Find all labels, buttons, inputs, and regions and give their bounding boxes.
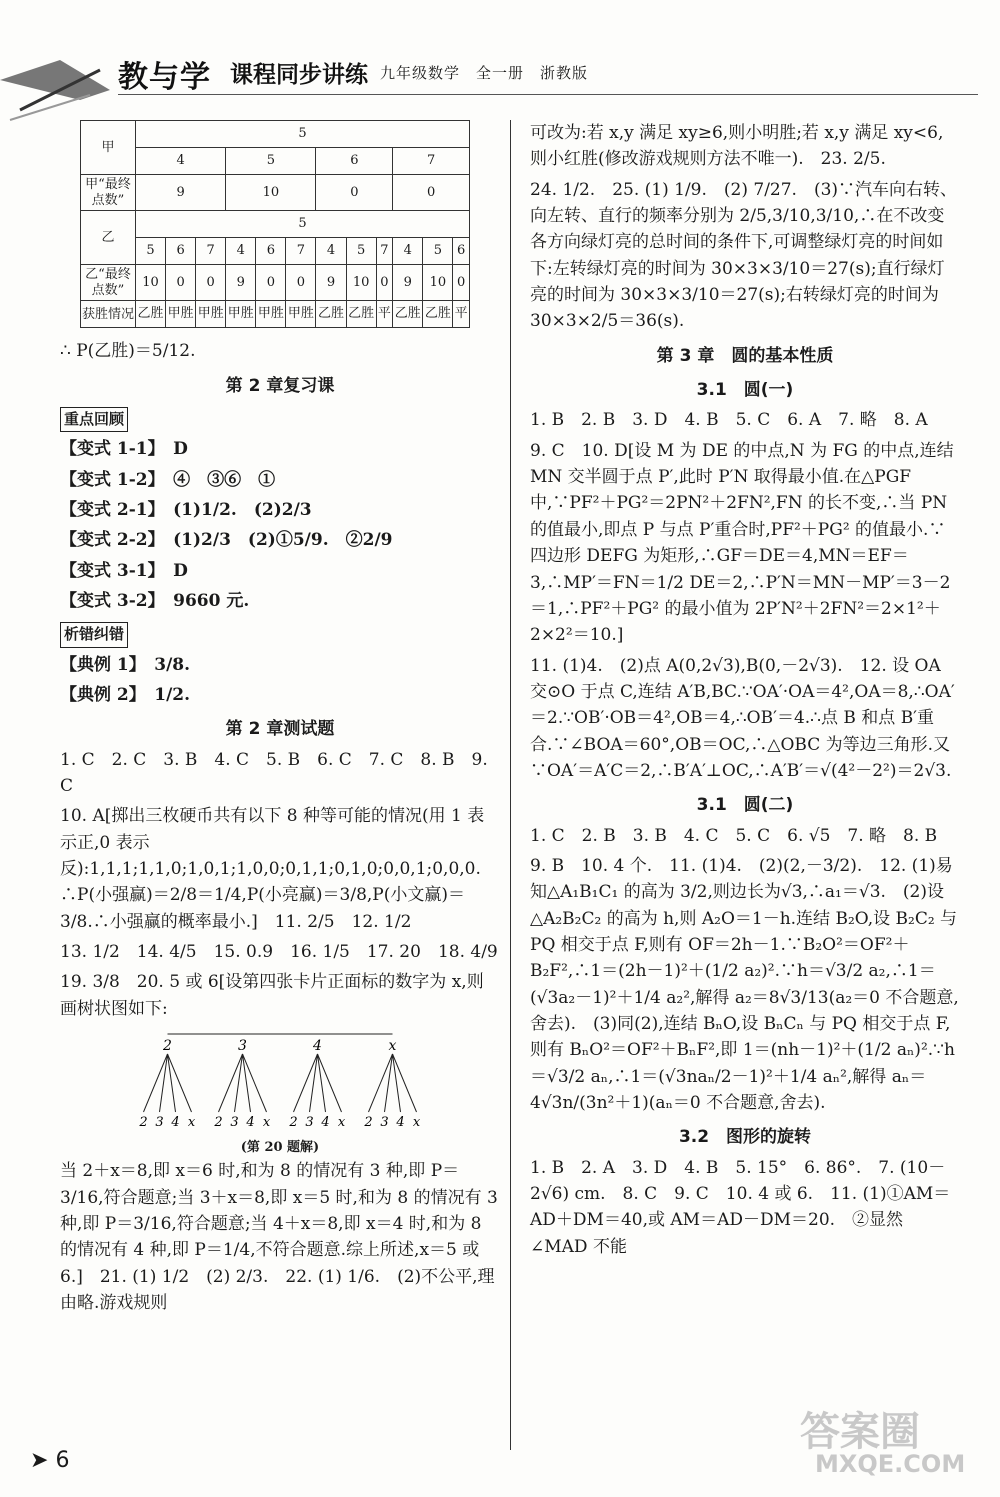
table-cell: 甲胜: [166, 301, 196, 328]
table-cell: 10: [226, 175, 316, 211]
table-cell: 甲胜: [256, 301, 286, 328]
tree-leaf: x: [262, 1115, 271, 1131]
column-divider: [510, 120, 511, 1450]
table-cell: 甲胜: [196, 301, 226, 328]
table-cell: 平: [376, 301, 393, 328]
table-cell: 0: [166, 265, 196, 301]
table-cell: 5: [136, 238, 166, 265]
table-cell: 4: [136, 148, 226, 175]
table-cell: 6: [316, 148, 393, 175]
table-cell: 4: [393, 238, 423, 265]
table-cell: 6: [256, 238, 286, 265]
table-cell: 9: [226, 265, 256, 301]
tree-leaf: x: [337, 1115, 346, 1131]
tree-leaf: 3: [230, 1115, 239, 1131]
table-cell: 10: [423, 265, 453, 301]
table-cell: 乙胜: [393, 301, 423, 328]
chapter-3-title: 第 3 章 圆的基本性质: [656, 345, 834, 366]
table-cell: 9: [136, 175, 226, 211]
book-meta: 九年级数学 全一册 浙教版: [380, 64, 589, 82]
section-3-1-b: 3.1 圆(二): [696, 795, 794, 816]
jia-label: 甲: [81, 121, 136, 175]
jia-value: 5: [136, 121, 470, 148]
yi-value: 5: [136, 211, 470, 238]
table-cell: 0: [376, 265, 393, 301]
variant-1-1: 【变式 1-1】 D: [60, 439, 188, 460]
yi-cols-row: [81, 238, 470, 265]
table-cell: 平: [453, 301, 470, 328]
table-cell: 9: [393, 265, 423, 301]
table-cell: 甲胜: [226, 301, 256, 328]
answers-3-1a-line11: 11. (1)4. (2)点 A(0,2√3),B(0,－2√3). 12. 设 OA 交⊙O 于点 C,连结 A′B,BC.∵OA′·OA＝4²,OA＝8,∴OA′＝2.∵OB′·OB＝4²,OB＝4,∴OB′＝4.∴点 B 和点 B′重合.∵∠BOA＝60°,OB＝OC,∴△OBC 为等边三角形.又∵OA′＝A′C＝2,∴B′A′⊥OC,∴A′B′＝√(4²－2²)＝2√3.: [530, 655, 955, 781]
table-cell: 甲胜: [286, 301, 316, 328]
brand-logo: 教与学: [118, 60, 211, 95]
variant-3-1: 【变式 3-1】 D: [60, 560, 188, 581]
table-cell: 乙胜: [423, 301, 453, 328]
answers-3-1b-line1: 1. C 2. B 3. B 4. C 5. C 6. √5 7. 略 8. B: [530, 825, 938, 846]
result-row: [81, 301, 470, 328]
table-cell: 0: [286, 265, 316, 301]
page-header: [0, 0, 1000, 120]
tree-leaf: 3: [155, 1115, 164, 1131]
tree-leaf: 2: [364, 1115, 373, 1131]
yi-final-row: [81, 265, 470, 301]
watermark-url: MXQE.COM: [815, 1450, 966, 1478]
table-cell: 0: [196, 265, 226, 301]
variant-2-2: 【变式 2-2】 (1)2/3 (2)①5/9. ②2/9: [60, 530, 393, 551]
table-cell: 0: [453, 265, 470, 301]
test-answers-13: 13. 1/2 14. 4/5 15. 0.9 16. 1/5 17. 20 18. 4/9: [60, 942, 498, 963]
test-answers-19: 19. 3/8 20. 5 或 6[设第四张卡片正面标的数字为 x,则画树状图如下:: [60, 972, 484, 1019]
tree-leaf: 2: [139, 1115, 148, 1131]
test-answer-10: 10. A[掷出三枚硬币共有以下 8 种等可能的情况(用 1 表示正,0 表示反):1,1,1;1,1,0;1,0,1;1,0,0;0,1,1;0,1,0;0,0,1;0,0,0. ∴P(小强赢)＝2/8＝1/4,P(小亮赢)＝3/8,P(小文赢)＝3/8.∴小强赢的概率最小.] 11. 2/5 12. 1/2: [60, 806, 485, 932]
test-title: 第 2 章测试题: [225, 719, 335, 740]
yi-final-label: 乙“最终点数”: [81, 265, 136, 301]
tree-leaf: 3: [380, 1115, 389, 1131]
table-cell: 10: [346, 265, 376, 301]
right-para-1: 可改为:若 x,y 满足 xy≥6,则小明胜;若 x,y 满足 xy<6,则小红胜(修改游戏规则方法不唯一). 23. 2/5.: [530, 123, 944, 170]
table-cell: 6: [166, 238, 196, 265]
table-cell: 0: [316, 175, 393, 211]
table-cell: 4: [316, 238, 346, 265]
table-cell: 5: [226, 148, 316, 175]
tree-leaf: x: [187, 1115, 196, 1131]
variant-1-2: 【变式 1-2】 ④ ③⑥ ①: [60, 469, 276, 490]
table-cell: 乙胜: [136, 301, 166, 328]
tree-leaf: x: [412, 1115, 421, 1131]
section-3-2: 3.2 图形的旋转: [678, 1127, 812, 1148]
prob-line: ∴ P(乙胜)＝5/12.: [60, 341, 196, 362]
variant-3-2: 【变式 3-2】 9660 元.: [60, 591, 250, 612]
table-cell: 乙胜: [346, 301, 376, 328]
tree-leaf: 3: [305, 1115, 314, 1131]
left-column: [60, 120, 500, 1320]
table-cell: 5: [423, 238, 453, 265]
tree-caption: (第 20 题解): [240, 1140, 320, 1156]
tree-root: 2: [163, 1038, 172, 1055]
variant-2-1: 【变式 2-1】 (1)1/2. (2)2/3: [60, 500, 312, 520]
tree-root: x: [388, 1038, 397, 1055]
tree-leaf: 4: [396, 1115, 405, 1131]
table-cell: 乙胜: [316, 301, 346, 328]
tree-root: 3: [238, 1038, 247, 1055]
answers-3-1a-line1: 1. B 2. B 3. D 4. B 5. C 6. A 7. 略 8. A: [530, 410, 928, 431]
tag-error-analysis: 析错纠错: [60, 622, 128, 647]
answers-3-1a-line9: 9. C 10. D[设 M 为 DE 的中点,N 为 FG 的中点,连结 MN 交半圆于点 P′,此时 P′N 取得最小值.在△PGF 中,∵PF²＋PG²＝2PN²＋2FN²,FN 的长不变,∴当 PN 的值最小,即点 P 与点 P′重合时,PF²＋PG² 的值最小.∵四边形 DEFG 为矩形,∴GF＝DE＝4,MN＝EF＝3,∴MP′＝FN＝1/2 DE＝2,∴P′N＝MN－MP′＝3－2＝1,∴PF²＋PG² 的最小值为 2P′N²＋2FN²＝2×1²＋2×2²＝10.]: [530, 440, 954, 646]
table-cell: 6: [453, 238, 470, 265]
tree-leaf: 4: [246, 1115, 255, 1131]
tree-diagram: [130, 1028, 430, 1138]
tree-leaf: 2: [289, 1115, 298, 1131]
example-2: 【典例 2】 1/2.: [60, 684, 191, 705]
tag-key-review: 重点回顾: [60, 407, 128, 432]
table-cell: 10: [136, 265, 166, 301]
tree-leaf: 4: [171, 1115, 180, 1131]
jia-final-label: 甲“最终点数”: [81, 175, 136, 211]
right-column: [530, 120, 960, 1264]
table-cell: 9: [316, 265, 346, 301]
result-label: 获胜情况: [81, 301, 136, 328]
table-cell: 7: [196, 238, 226, 265]
yi-label: 乙: [81, 211, 136, 265]
table-cell: 7: [393, 148, 470, 175]
page-number: ➤ 6: [30, 1448, 70, 1473]
example-1: 【典例 1】 3/8.: [60, 654, 191, 675]
tree-leaf: 2: [214, 1115, 223, 1131]
answers-3-2-line1: 1. B 2. A 3. D 4. B 5. 15° 6. 86°. 7. (10－2√6) cm. 8. C 9. C 10. 4 或 6. 11. (1)①AM＝AD＋DM＝40,或 AM＝AD－DM＝20. ②显然∠MAD 不能: [530, 1157, 951, 1257]
watermark-text: 答案圈: [800, 1409, 920, 1455]
game-table: [80, 120, 470, 328]
table-cell: 7: [376, 238, 393, 265]
jia-cols-row: [81, 148, 470, 175]
table-cell: 4: [226, 238, 256, 265]
header-rule: [118, 94, 978, 95]
jia-final-row: [81, 175, 470, 211]
right-para-2: 24. 1/2. 25. (1) 1/9. (2) 7/27. (3)∵汽车向右转、向左转、直行的频率分别为 2/5,3/10,3/10,∴在不改变各方向绿灯亮的总时间的条件下,可调整绿灯亮的时间如下:左转绿灯亮的时间为 30×3×3/10＝27(s);直行绿灯亮的时间为 30×3×3/10＝27(s);右转绿灯亮的时间为 30×3×2/5＝36(s).: [530, 179, 958, 332]
page-number-text: 6: [55, 1448, 70, 1473]
table-cell: 7: [286, 238, 316, 265]
test-answers-1: 1. C 2. C 3. B 4. C 5. B 6. C 7. C 8. B 9. C: [60, 749, 488, 796]
series-title: 课程同步讲练: [230, 62, 368, 88]
test-answer-20-cont: 当 2＋x＝8,即 x＝6 时,和为 8 的情况有 3 种,即 P＝3/16,符合题意;当 3＋x＝8,即 x＝5 时,和为 8 的情况有 3 种,即 P＝3/16,符合题意;当 4＋x＝8,即 x＝4 时,和为 8 的情况有 4 种,即 P＝1/4,不符合题意.综上所述,x＝5 或 6.] 21. (1) 1/2 (2) 2/3. 22. (1) 1/6. (2)不公平,理由略.游戏规则: [60, 1161, 498, 1313]
table-cell: 0: [256, 265, 286, 301]
table-cell: 5: [346, 238, 376, 265]
answers-3-1b-line9: 9. B 10. 4 个. 11. (1)4. (2)(2,－3/2). 12. (1)易知△A₁B₁C₁ 的高为 3/2,则边长为√3,∴a₁＝√3. (2)设△A₂B₂C₂ 的高为 h,则 A₂O＝1－h.连结 B₂O,设 B₂C₂ 与 PQ 相交于点 F,则有 OF＝2h－1.∵B₂O²＝OF²＋B₂F²,∴1＝(2h－1)²＋(1/2 a₂)².∵h＝√3/2 a₂,∴1＝(√3a₂－1)²＋1/4 a₂²,解得 a₂＝8√3/13(a₂＝0 不合题意,舍去). (3)同(2),连结 BₙO,设 BₙCₙ 与 PQ 相交于点 F,则有 BₙO²＝OF²＋BₙF²,即 1＝(nh－1)²＋(1/2 aₙ)².∵h＝√3/2 aₙ,∴1＝(√3naₙ/2－1)²＋1/4 aₙ²,解得 aₙ＝4√3n/(3n²＋1)(aₙ＝0 不合题意,舍去).: [530, 855, 959, 1114]
tree-root: 4: [313, 1038, 322, 1055]
review-title: 第 2 章复习课: [225, 375, 335, 396]
section-3-1-a: 3.1 圆(一): [696, 380, 794, 401]
tree-leaf: 4: [321, 1115, 330, 1131]
table-cell: 0: [393, 175, 470, 211]
